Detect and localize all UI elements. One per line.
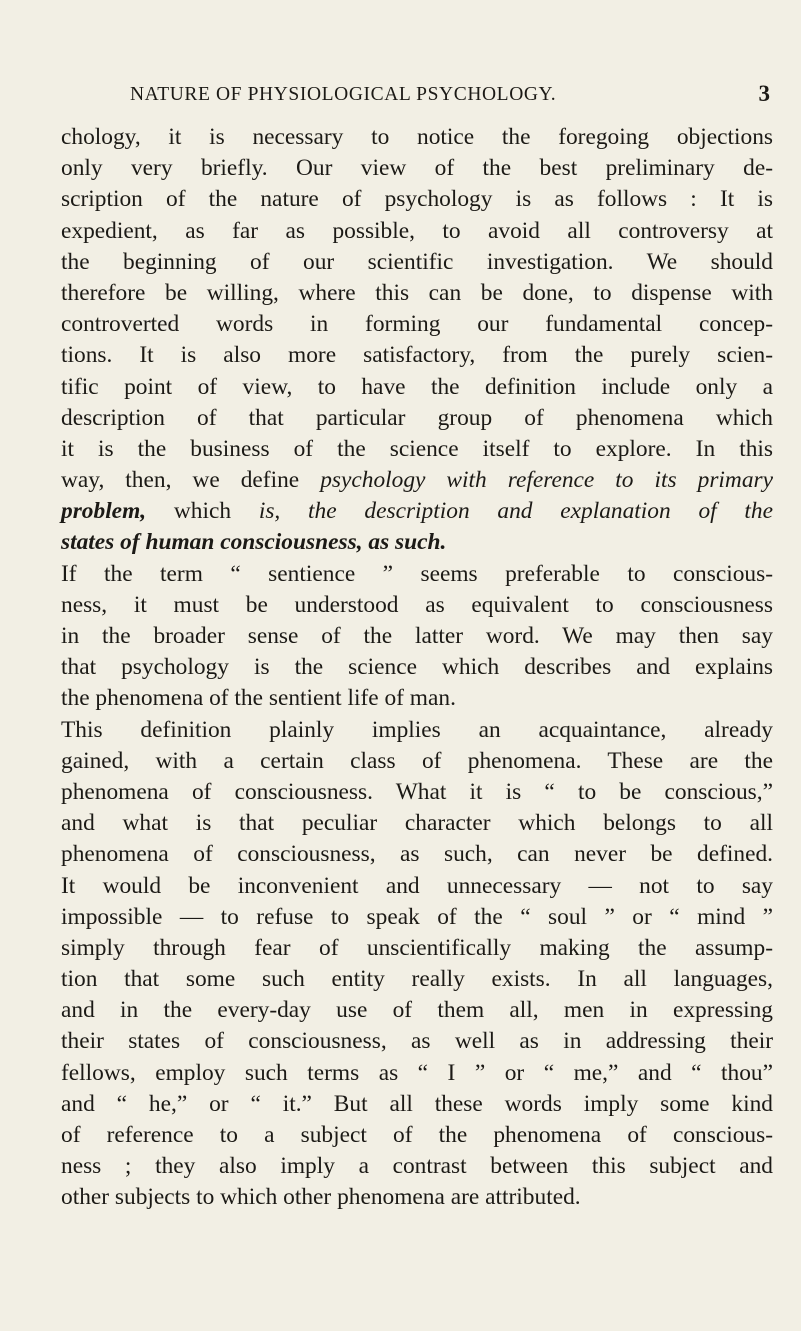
text-line: This definition plainly implies an acquaintance, already (61, 716, 773, 743)
running-head (130, 81, 770, 112)
text-line: and “ he,” or “ it.” But all these words imply some kind (61, 1090, 773, 1117)
text-line: impossible — to refuse to speak of the “ soul ” or “ mind ” (61, 903, 773, 930)
text-line: the phenomena of the sentient life of man. (61, 685, 456, 712)
text-line: ness ; they also imply a contrast between this subject and (61, 1153, 773, 1180)
text-line: tions. It is also more satisfactory, from the purely scien- (61, 342, 773, 369)
text-line: scription of the nature of psychology is as follows : It is (61, 186, 773, 213)
text-line: It would be inconvenient and unnecessary — not to say (61, 872, 773, 899)
text-line: their states of consciousness, as well as in addressing their (61, 1028, 773, 1055)
text-line: chology, it is necessary to notice the foregoing objections (61, 124, 773, 150)
text-line: fellows, employ such terms as “ I ” or “ me,” and “ thou” (61, 1059, 773, 1086)
text-line: ness, it must be understood as equivalent to consciousness (61, 591, 773, 618)
text-line: gained, with a certain class of phenomena. These are the (61, 747, 773, 774)
text-line: that psychology is the science which describes and explains (61, 654, 773, 681)
text-line (61, 496, 773, 527)
text-run: which (146, 498, 259, 525)
text-line (61, 465, 773, 496)
page-number: 3 (758, 81, 770, 106)
text-line: description of that particular group of phenomena which (61, 404, 773, 431)
definition-emphasis: states of human consciousness, as such. (61, 529, 447, 556)
text-line: tific point of view, to have the definition include only a (61, 373, 773, 400)
text-line (61, 527, 773, 558)
text-line: and in the every-day use of them all, men in expressing (61, 997, 773, 1024)
definition-emphasis: is, the description and explanation of the (258, 498, 773, 525)
text-line: phenomena of consciousness. What it is “ to be conscious,” (61, 778, 773, 805)
text-line: and what is that peculiar character which belongs to all (61, 810, 773, 837)
text-line: the beginning of our scientific investigation. We should (61, 248, 773, 275)
text-run: way, then, we define (61, 467, 321, 494)
text-line: phenomena of consciousness, as such, can never be defined. (61, 841, 773, 868)
running-head-title: NATURE OF PHYSIOLOGICAL PSYCHOLOGY. (130, 84, 557, 105)
text-line: If the term “ sentience ” seems preferable to conscious- (61, 560, 773, 587)
text-line: tion that some such entity really exists. In all languages, (61, 966, 773, 993)
text-line: simply through fear of unscientifically making the assump- (61, 934, 773, 961)
text-line: therefore be willing, where this can be done, to dispense with (61, 279, 773, 306)
text-line: other subjects to which other phenomena are attributed. (61, 1184, 581, 1211)
text-line: of reference to a subject of the phenomena of conscious- (61, 1122, 773, 1148)
definition-emphasis: psychology with reference to its primary (320, 467, 773, 494)
body-text (61, 122, 773, 1214)
text-line: expedient, as far as possible, to avoid all controversy at (61, 217, 773, 244)
text-line: in the broader sense of the latter word. We may then say (61, 623, 773, 649)
text-line: it is the business of the science itself to explore. In this (61, 435, 773, 462)
text-line: only very briefly. Our view of the best preliminary de- (61, 155, 773, 182)
text-line: controverted words in forming our fundamental concep- (61, 311, 773, 338)
definition-emphasis: problem, (61, 498, 147, 525)
